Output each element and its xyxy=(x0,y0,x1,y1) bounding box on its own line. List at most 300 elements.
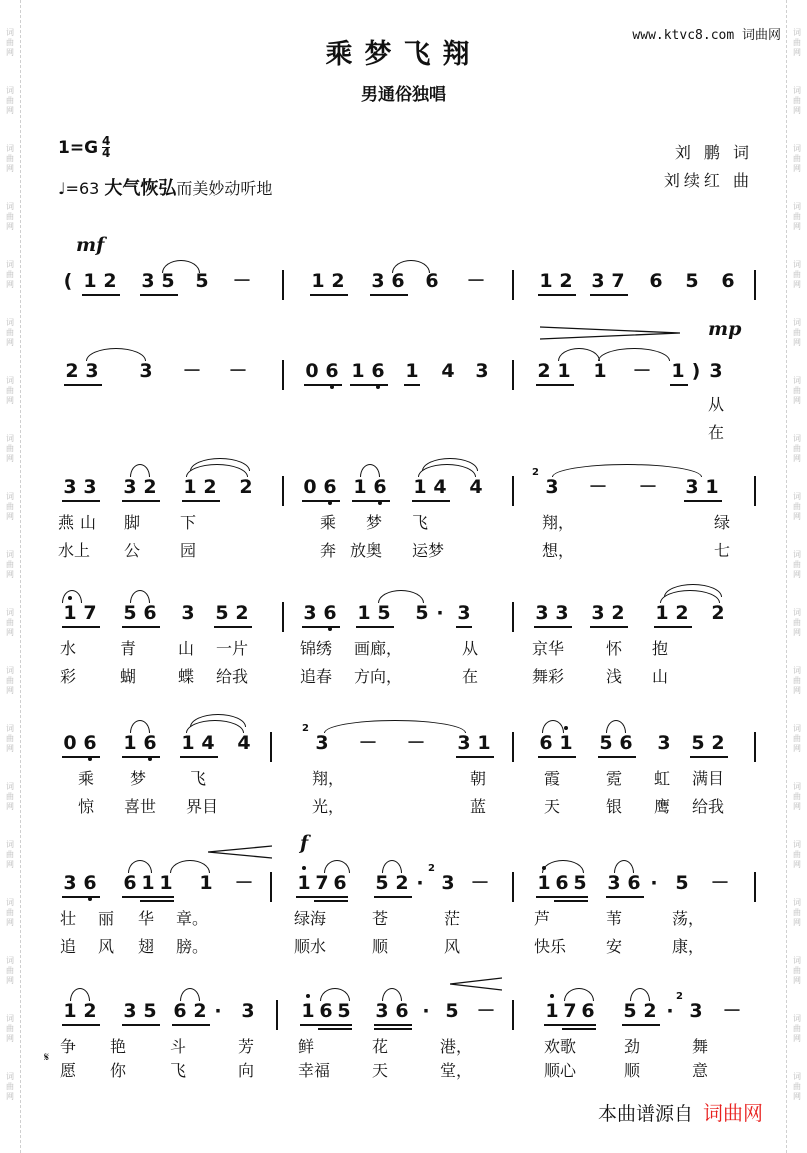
lyric: 斗 xyxy=(170,1037,187,1056)
note: 1 xyxy=(63,1000,77,1022)
crescendo-hairpin xyxy=(208,844,272,860)
lyric: 在 xyxy=(462,667,479,686)
brand-link[interactable]: 词曲网 xyxy=(703,1101,763,1125)
lyric: 绿海 xyxy=(294,909,327,928)
note: 1 xyxy=(294,872,314,894)
note: 5 xyxy=(215,602,229,624)
underline xyxy=(554,900,588,902)
lyric: 舞 xyxy=(692,1037,709,1056)
margin-watermark-text: 词 曲 网 xyxy=(6,724,14,753)
lyric: 飞 xyxy=(190,769,207,788)
barline xyxy=(754,872,756,902)
underline xyxy=(412,500,450,502)
underline xyxy=(314,900,348,902)
dash: － xyxy=(638,476,658,498)
margin-watermark-text: 词 曲 网 xyxy=(793,144,801,173)
note: 1 xyxy=(593,360,607,382)
lyric: 给我 xyxy=(216,667,249,686)
dash: － xyxy=(358,732,378,754)
dash: － xyxy=(710,872,730,894)
slur xyxy=(664,584,722,597)
underline xyxy=(180,756,218,758)
lyric: 奔 xyxy=(320,541,337,560)
underline xyxy=(622,1024,660,1026)
barline xyxy=(754,270,756,300)
score-line-7 xyxy=(44,991,770,1090)
note: 5 xyxy=(375,872,389,894)
underline xyxy=(318,1028,352,1030)
note: 2 xyxy=(239,476,253,498)
note: 6 xyxy=(627,872,641,894)
note: 1 xyxy=(542,1000,562,1022)
lyric: 翅 xyxy=(138,937,155,956)
lyric: 彩 xyxy=(60,667,77,686)
score-line-1 xyxy=(58,270,770,310)
paren-open: ( xyxy=(63,270,73,292)
note: 0 xyxy=(305,360,319,382)
lyric: 你 xyxy=(110,1061,127,1080)
note: 4 xyxy=(237,732,251,754)
underline xyxy=(670,384,688,386)
dash: － xyxy=(228,360,248,382)
note: 7 xyxy=(315,872,329,894)
lyric: 欢歌 xyxy=(544,1037,577,1056)
note: 7 xyxy=(83,602,97,624)
tempo-desc-big: 大气恢弘 xyxy=(104,178,177,199)
underline xyxy=(538,294,576,296)
note: 1 xyxy=(311,270,325,292)
grace-note: 2 xyxy=(302,723,309,734)
margin-watermark-text: 词 曲 网 xyxy=(6,202,14,231)
underline xyxy=(654,626,692,628)
margin-watermark-text: 词 曲 网 xyxy=(6,898,14,927)
note: 6 xyxy=(721,270,735,292)
lyric: 花 xyxy=(372,1037,389,1056)
note: 2 xyxy=(395,872,409,894)
lyric: 意 xyxy=(692,1061,709,1080)
lyric: 抱 xyxy=(652,639,669,658)
score-line-5 xyxy=(58,723,770,832)
note: 2 3 xyxy=(428,863,455,894)
lyric: 放奥 xyxy=(350,541,383,560)
margin-watermark-text: 词 曲 网 xyxy=(6,28,14,57)
underline xyxy=(310,294,348,296)
note: 6 xyxy=(80,872,100,894)
dot: · xyxy=(666,1000,674,1022)
underline xyxy=(374,896,412,898)
lyric: 锦绣 xyxy=(300,639,333,658)
note: 1 xyxy=(556,732,576,754)
barline xyxy=(754,476,756,506)
margin-watermark-text: 词 曲 网 xyxy=(6,492,14,521)
margin-watermark-text: 词 曲 网 xyxy=(6,840,14,869)
underline xyxy=(62,896,100,898)
lyric: 港， xyxy=(440,1037,473,1056)
key-label: 1=G xyxy=(58,137,99,158)
barline xyxy=(754,732,756,762)
note: 2 xyxy=(711,732,725,754)
lyric: 水 xyxy=(60,639,77,658)
dynamic-mp: mp xyxy=(708,318,742,340)
barline xyxy=(282,270,284,300)
lyric: 风 xyxy=(444,937,461,956)
lyric: 梦 xyxy=(130,769,147,788)
note: 6 xyxy=(368,360,388,382)
note: 6 xyxy=(649,270,663,292)
note: 1 xyxy=(183,476,197,498)
lyric: 蓝 xyxy=(470,797,487,816)
note: 1 xyxy=(141,872,155,894)
lyric: 风 xyxy=(98,937,115,956)
lyric: 给我 xyxy=(692,797,725,816)
note: 2 3 xyxy=(302,723,329,754)
note: 1 xyxy=(123,732,137,754)
dash: － xyxy=(234,872,254,894)
lyric: 霞 xyxy=(544,769,561,788)
lyric: 画廊， xyxy=(354,639,403,658)
note: 3 xyxy=(303,602,317,624)
note: 2 xyxy=(65,360,79,382)
score-line-2 xyxy=(58,360,770,442)
note: 3 xyxy=(83,476,97,498)
note: 1 xyxy=(353,476,367,498)
lyric: 华 xyxy=(138,909,155,928)
barline xyxy=(282,360,284,390)
margin-watermark-text: 词 曲 网 xyxy=(6,666,14,695)
underline xyxy=(182,500,220,502)
margin-watermark-text: 词 曲 网 xyxy=(6,782,14,811)
margin-watermark-text: 词 曲 网 xyxy=(793,1014,801,1043)
lyric: 追 xyxy=(60,937,77,956)
note: 6 xyxy=(370,476,390,498)
note: 0 xyxy=(303,476,317,498)
lyric: 安 xyxy=(606,937,623,956)
note: 1 xyxy=(539,270,553,292)
note: 2 xyxy=(643,1000,657,1022)
underline xyxy=(534,626,572,628)
underline xyxy=(456,626,472,628)
note: 1 xyxy=(83,270,97,292)
note: 1 xyxy=(181,732,195,754)
slur xyxy=(324,720,466,733)
barline xyxy=(276,1000,278,1030)
barline xyxy=(282,602,284,632)
lyric: 浅 xyxy=(606,667,623,686)
underline xyxy=(304,384,342,386)
slur xyxy=(552,464,702,477)
song-subtitle: 男通俗独唱 xyxy=(361,85,446,105)
note: 2 xyxy=(83,1000,97,1022)
note: 4 xyxy=(201,732,215,754)
lyric: 追春 xyxy=(300,667,333,686)
lyric: 芦 xyxy=(534,909,551,928)
lyric: 虹 xyxy=(654,769,671,788)
note: 1 xyxy=(199,872,213,894)
dynamic-f: f xyxy=(300,832,309,854)
note: 3 xyxy=(123,476,137,498)
margin-watermark-text: 词 曲 网 xyxy=(793,956,801,985)
note: 5 xyxy=(337,1000,351,1022)
lyric: 苍 xyxy=(372,909,389,928)
margin-watermark-text: 词 曲 网 xyxy=(793,898,801,927)
note: 2 xyxy=(537,360,551,382)
lyric: 怀 xyxy=(606,639,623,658)
margin-watermark-text: 词 曲 网 xyxy=(6,956,14,985)
note: 1 xyxy=(405,360,419,382)
note: 3 xyxy=(657,732,671,754)
key-signature xyxy=(58,136,110,159)
note: 2 xyxy=(559,270,573,292)
underline xyxy=(684,500,722,502)
note: 6 xyxy=(555,872,569,894)
lyric: 苇 xyxy=(606,909,623,928)
note: 4 xyxy=(441,360,455,382)
lyric: 方向， xyxy=(354,667,403,686)
lyric: 乘 xyxy=(320,513,337,532)
dash: － xyxy=(588,476,608,498)
underline xyxy=(598,756,636,758)
lyric: 鹰 xyxy=(654,797,671,816)
note: 2 xyxy=(193,1000,207,1022)
dot: · xyxy=(650,872,658,894)
dash: － xyxy=(632,360,652,382)
underline xyxy=(122,896,174,898)
note: 2 xyxy=(103,270,117,292)
note: 5 xyxy=(377,602,391,624)
crescendo-hairpin-2 xyxy=(450,976,502,992)
note: 1 xyxy=(357,602,371,624)
note: 3 xyxy=(63,872,77,894)
decrescendo-hairpin xyxy=(540,325,680,341)
note: 1 xyxy=(671,360,685,382)
underline xyxy=(62,756,100,758)
barline xyxy=(512,360,514,390)
lyric: 惊 xyxy=(78,797,95,816)
lyric: 壮 xyxy=(60,909,77,928)
underline xyxy=(370,294,408,296)
note: 3 xyxy=(591,270,605,292)
note: 1 xyxy=(60,602,80,624)
underline xyxy=(302,626,340,628)
margin-watermark-text: 词 曲 网 xyxy=(793,492,801,521)
source-text: 本曲谱源自 xyxy=(597,1103,693,1125)
note: 6 xyxy=(140,732,160,754)
note: 1 xyxy=(413,476,427,498)
lyric: 荡， xyxy=(672,909,705,928)
lyric: 顺 xyxy=(372,937,389,956)
underline xyxy=(172,1024,210,1026)
note: 6 xyxy=(391,270,405,292)
dash: － xyxy=(466,270,486,292)
margin-watermark-text: 词 曲 网 xyxy=(6,434,14,463)
note: 0 xyxy=(63,732,77,754)
margin-watermark-text: 词 曲 网 xyxy=(793,840,801,869)
source-footer xyxy=(598,1097,763,1126)
grace-note: 2 xyxy=(428,863,435,874)
dash: － xyxy=(476,1000,496,1022)
slur xyxy=(422,458,478,471)
margin-watermark-text: 词 曲 网 xyxy=(793,1072,801,1101)
margin-watermark-text: 词 曲 网 xyxy=(793,86,801,115)
underline xyxy=(62,500,100,502)
underline xyxy=(356,626,394,628)
lyric: 下 xyxy=(180,513,197,532)
margin-watermark-text: 词 曲 网 xyxy=(793,260,801,289)
underline xyxy=(140,900,174,902)
note: 1 xyxy=(534,872,554,894)
note: 6 xyxy=(581,1000,595,1022)
note: 3 xyxy=(139,360,153,382)
lyric: 满目 xyxy=(692,769,725,788)
lyric: 霓 xyxy=(606,769,623,788)
note: 1 xyxy=(351,360,365,382)
lyric: 章。 xyxy=(176,909,209,928)
note: 2 xyxy=(711,602,725,624)
note: 3 xyxy=(685,476,699,498)
barline xyxy=(512,872,514,902)
lyric: 从 xyxy=(708,395,725,414)
underline xyxy=(82,294,120,296)
tempo-value: =63 xyxy=(65,179,100,198)
barline xyxy=(512,270,514,300)
underline xyxy=(352,500,390,502)
lyricist: 刘 鹏 词 xyxy=(674,143,753,162)
note: 5 xyxy=(445,1000,459,1022)
note: 6 xyxy=(173,1000,187,1022)
note: 6 xyxy=(539,732,553,754)
song-title: 乘梦飞翔 xyxy=(325,39,482,70)
lyric: 飞 xyxy=(412,513,429,532)
underline xyxy=(690,756,728,758)
note: 3 xyxy=(85,360,99,382)
note: 3 xyxy=(475,360,489,382)
margin-watermark-text: 词 曲 网 xyxy=(6,144,14,173)
underline xyxy=(62,1024,100,1026)
underline xyxy=(538,756,576,758)
note: 5 xyxy=(599,732,613,754)
note: 1 xyxy=(557,360,571,382)
left-margin-watermark xyxy=(0,0,21,1153)
note: 3 xyxy=(607,872,621,894)
score-line-3 xyxy=(58,467,770,576)
underline xyxy=(122,756,160,758)
time-signature xyxy=(102,136,110,159)
margin-watermark-text: 词 曲 网 xyxy=(793,202,801,231)
underline xyxy=(64,384,102,386)
note: 6 xyxy=(320,476,340,498)
dynamic-mf: mf xyxy=(76,234,105,256)
lyric: 光， xyxy=(312,797,345,816)
lyric: 园 xyxy=(180,541,197,560)
margin-watermark-text: 词 曲 网 xyxy=(6,260,14,289)
note: 6 xyxy=(322,360,342,382)
lyric: 蝶 xyxy=(178,667,195,686)
note: 5 xyxy=(623,1000,637,1022)
lyric: 天 xyxy=(544,797,561,816)
note: 5 xyxy=(143,1000,157,1022)
lyric: 愿 xyxy=(60,1061,77,1080)
dash: － xyxy=(182,360,202,382)
margin-watermark-text: 词 曲 网 xyxy=(6,1014,14,1043)
lyric: 想， xyxy=(542,541,575,560)
lyric: 京华 xyxy=(532,639,565,658)
barline xyxy=(270,872,272,902)
dot: · xyxy=(422,1000,430,1022)
dot: · xyxy=(214,1000,222,1022)
dash: － xyxy=(722,1000,742,1022)
segno-icon: 𝄋 xyxy=(44,1050,50,1064)
underline xyxy=(404,384,420,386)
note: 6 xyxy=(123,872,137,894)
note: 5 xyxy=(195,270,209,292)
underline xyxy=(562,1028,596,1030)
underline xyxy=(62,626,100,628)
underline xyxy=(122,626,160,628)
note: 6 xyxy=(143,602,157,624)
margin-watermark-text: 词 曲 网 xyxy=(793,782,801,811)
note: 5 xyxy=(691,732,705,754)
lyric: 鲜 xyxy=(298,1037,315,1056)
note: 2 xyxy=(611,602,625,624)
note: 6 xyxy=(395,1000,409,1022)
note: 3 xyxy=(535,602,549,624)
note: 3 xyxy=(141,270,155,292)
score-line-6 xyxy=(58,863,770,972)
note: 6 xyxy=(320,602,340,624)
underline xyxy=(544,1024,596,1026)
note: 6 xyxy=(80,732,100,754)
note: 4 xyxy=(469,476,483,498)
lyric: 七 xyxy=(714,541,731,560)
lyric: 康， xyxy=(672,937,705,956)
lyric: 向 xyxy=(238,1061,255,1080)
lyric: 燕 xyxy=(58,513,75,532)
note: 1 xyxy=(655,602,669,624)
underline xyxy=(374,1028,412,1030)
lyric: 顺水 xyxy=(294,937,327,956)
note: 3 xyxy=(375,1000,389,1022)
lyric: 界目 xyxy=(186,797,219,816)
margin-watermark-text: 词 曲 网 xyxy=(793,724,801,753)
slur xyxy=(190,458,250,471)
margin-watermark-text: 词 曲 网 xyxy=(6,550,14,579)
paren-close: ) xyxy=(691,360,701,382)
composer: 刘续红 曲 xyxy=(663,171,753,190)
barline xyxy=(512,732,514,762)
lyric: 运梦 xyxy=(412,541,445,560)
margin-watermark-text: 词 曲 网 xyxy=(793,550,801,579)
lyric: 快乐 xyxy=(534,937,567,956)
barline xyxy=(512,1000,514,1030)
note: 3 xyxy=(181,602,195,624)
note: 3 xyxy=(371,270,385,292)
underline xyxy=(350,384,388,386)
lyric: 茫 xyxy=(444,909,461,928)
note: 3 xyxy=(241,1000,255,1022)
underline xyxy=(122,500,160,502)
note: 3 xyxy=(591,602,605,624)
lyric: 堂， xyxy=(440,1061,473,1080)
note: 5 xyxy=(675,872,689,894)
note: 6 xyxy=(333,872,347,894)
note: 5 xyxy=(685,270,699,292)
lyric: 乘 xyxy=(78,769,95,788)
underline xyxy=(606,896,644,898)
lyric: 飞 xyxy=(170,1061,187,1080)
site-url[interactable]: www.ktvc8.com 词曲网 xyxy=(632,28,781,43)
barline xyxy=(512,476,514,506)
note: 7 xyxy=(563,1000,577,1022)
